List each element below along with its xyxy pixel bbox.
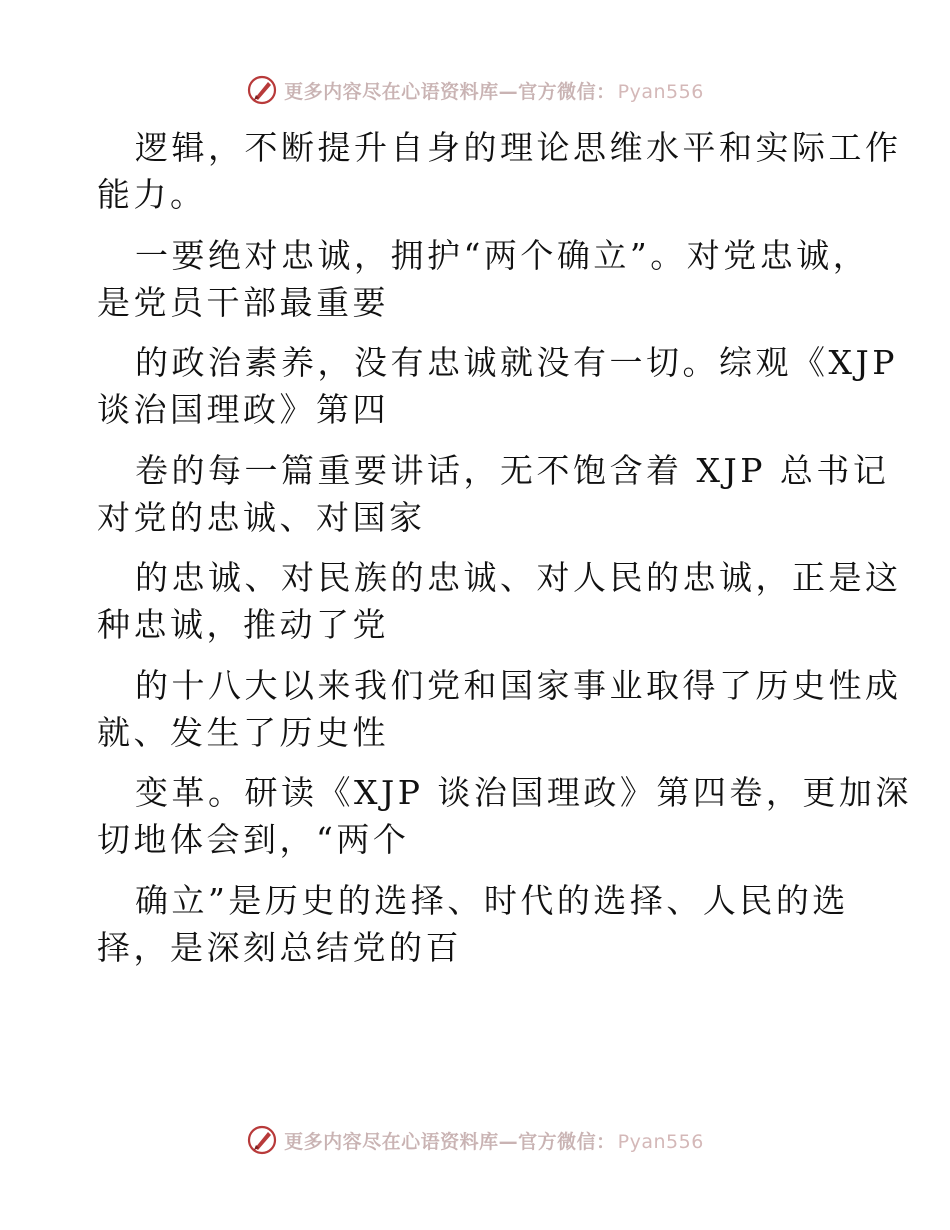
red-quill-logo-icon [246,1124,278,1156]
text-line: 的十八大以来我们党和国家事业取得了历史性成 [135,665,902,705]
text-line: 能力。 [97,175,207,214]
text-line: 择，是深刻总结党的百 [97,927,462,967]
red-quill-logo-icon [246,74,278,106]
text-line: 一要绝对忠诚，拥护“两个确立”。对党忠诚， [135,235,870,275]
text-line: 确立”是历史的选择、时代的选择、人民的选 [135,880,849,920]
text-line: 谈治国理政》第四 [97,390,389,429]
document-body [97,124,912,984]
watermark-text: 更多内容尽在心语资料库—官方微信： Pyan556 [284,1130,704,1153]
text-line: 对党的忠诚、对国家 [97,497,426,537]
header-watermark [0,70,950,110]
text-line: 变革。研读《XJP 谈治国理政》第四卷，更加深 [135,773,912,812]
text-line: 就、发生了历史性 [97,712,389,752]
text-line: 的忠诚、对民族的忠诚、对人民的忠诚，正是这 [135,558,902,597]
text-line: 是党员干部最重要 [97,282,389,322]
footer-watermark [0,1120,950,1160]
text-line: 切地体会到，“两个 [97,820,410,859]
text-line: 逻辑，不断提升自身的理论思维水平和实际工作 [135,128,902,167]
text-line: 种忠诚，推动了党 [97,605,389,644]
text-line: 卷的每一篇重要讲话，无不饱含着 XJP 总书记 [135,450,890,490]
text-line: 的政治素养，没有忠诚就没有一切。综观《XJP [135,343,898,382]
watermark-text: 更多内容尽在心语资料库—官方微信： Pyan556 [284,80,704,103]
